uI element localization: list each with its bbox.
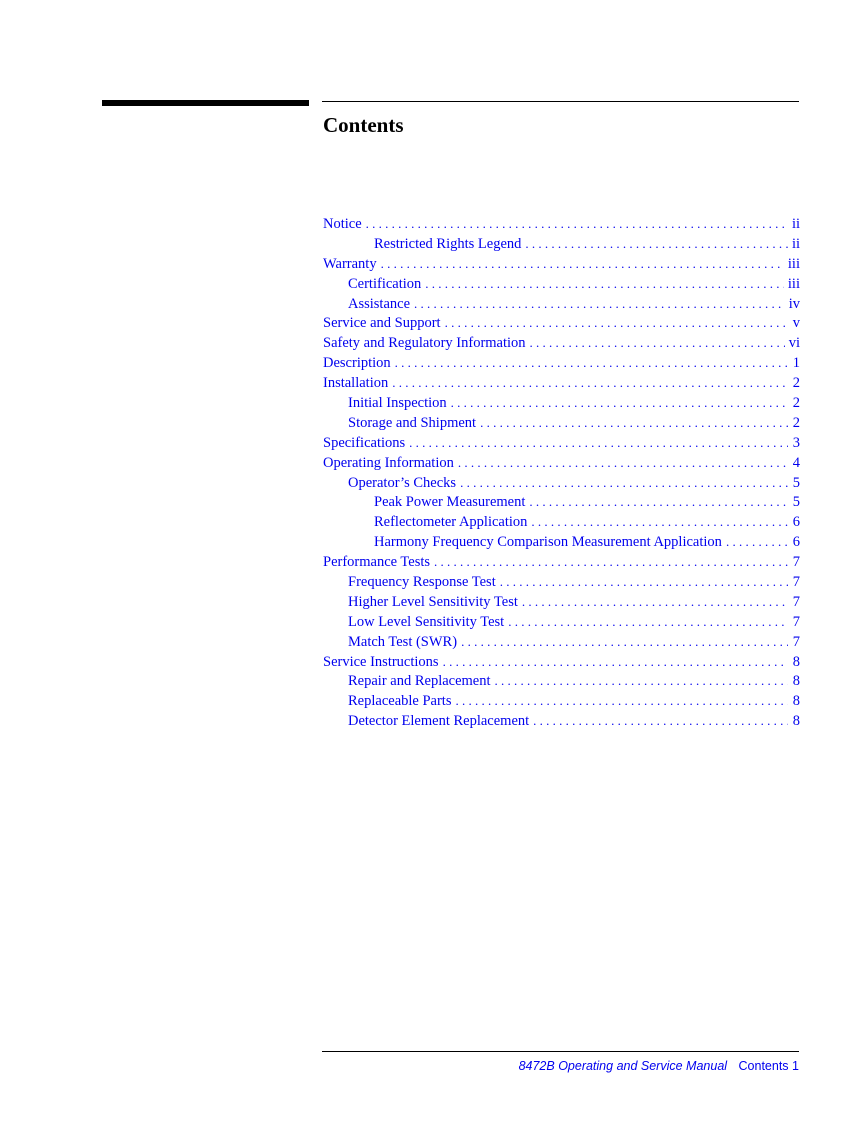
toc-entry-label[interactable]: Service and Support [323,315,441,332]
toc-dot-leader [531,512,788,532]
toc-dot-leader [451,393,788,413]
toc-entry[interactable] [323,433,800,453]
toc-entry[interactable] [323,393,800,413]
toc-dot-leader [508,612,788,632]
toc-dot-leader [461,632,788,652]
toc-dot-leader [529,492,788,512]
toc-entry-page[interactable]: 5 [792,494,800,511]
toc-entry[interactable] [323,652,800,672]
toc-entry-page[interactable]: 1 [792,355,800,372]
toc-dot-leader [480,413,788,433]
toc-entry-label[interactable]: Installation [323,375,389,392]
toc-entry-page[interactable]: 8 [792,693,800,710]
toc-entry-label[interactable]: Higher Level Sensitivity Test [348,593,518,610]
toc-entry-label[interactable]: Storage and Shipment [348,414,477,431]
toc-entry-page[interactable]: vi [788,335,800,352]
toc-entry-page[interactable]: v [792,315,800,332]
toc-entry-label[interactable]: Warranty [323,255,377,272]
toc-entry-label[interactable]: Operating Information [323,454,454,471]
toc-entry-label[interactable]: Description [323,355,391,372]
toc-entry-label[interactable]: Peak Power Measurement [374,494,526,511]
footer-rule [322,1051,799,1052]
toc-dot-leader [445,313,788,333]
toc-entry-page[interactable]: iii [787,255,800,272]
toc-entry[interactable] [323,453,800,473]
toc-entry[interactable] [323,413,800,433]
toc-entry-label[interactable]: Performance Tests [323,554,431,571]
toc-entry[interactable] [323,373,800,393]
toc-entry[interactable] [323,353,800,373]
toc-entry[interactable] [323,333,800,353]
toc-entry[interactable] [323,612,800,632]
table-of-contents [323,214,800,731]
toc-entry-label[interactable]: Initial Inspection [348,395,447,412]
toc-entry-page[interactable]: ii [791,216,800,232]
toc-dot-leader [500,572,788,592]
toc-dot-leader [381,254,784,274]
toc-entry[interactable] [323,592,800,612]
toc-entry-page[interactable]: 8 [792,673,800,690]
toc-entry[interactable] [323,492,800,512]
toc-entry[interactable] [323,512,800,532]
page-title: Contents [323,113,404,137]
toc-entry-label[interactable]: Certification [348,275,422,292]
toc-entry-page[interactable]: 2 [792,395,800,412]
toc-entry-label[interactable]: Detector Element Replacement [348,713,530,730]
toc-entry-label[interactable]: Restricted Rights Legend [374,235,522,252]
toc-entry[interactable] [323,711,800,731]
toc-entry-page[interactable]: iv [788,295,800,312]
toc-entry[interactable] [323,214,800,234]
header-rule-thick [102,100,309,106]
toc-entry[interactable] [323,532,800,552]
toc-dot-leader [392,373,788,393]
toc-entry-page[interactable]: 6 [792,514,800,531]
toc-dot-leader [434,552,788,572]
toc-entry-label[interactable]: Service Instructions [323,653,439,670]
footer-manual-title: 8472B Operating and Service Manual [518,1059,728,1073]
toc-dot-leader [455,691,788,711]
toc-entry-label[interactable]: Specifications [323,434,406,451]
toc-entry-page[interactable]: 2 [792,375,800,392]
toc-entry[interactable] [323,313,800,333]
toc-entry-label[interactable]: Low Level Sensitivity Test [348,613,505,630]
toc-entry-page[interactable]: 8 [792,653,800,670]
toc-entry-page[interactable]: iii [787,275,800,292]
toc-dot-leader [495,671,788,691]
toc-entry[interactable] [323,274,800,294]
toc-entry[interactable] [323,671,800,691]
toc-entry[interactable] [323,632,800,652]
toc-dot-leader [530,333,785,353]
toc-entry-page[interactable]: 3 [792,434,800,451]
toc-entry-label[interactable]: Reflectometer Application [374,514,528,531]
toc-entry[interactable] [323,572,800,592]
page-footer [519,1059,799,1073]
toc-dot-leader [522,592,788,612]
toc-entry[interactable] [323,473,800,493]
toc-dot-leader [460,473,788,493]
toc-dot-leader [443,652,788,672]
toc-entry-page[interactable]: 4 [792,454,800,471]
toc-entry-page[interactable]: 8 [792,713,800,730]
toc-entry-label[interactable]: Match Test (SWR) [348,633,458,650]
toc-entry-page[interactable]: 6 [792,534,800,551]
toc-dot-leader [525,234,788,254]
toc-dot-leader [425,274,784,294]
toc-dot-leader [409,433,788,453]
toc-dot-leader [395,353,788,373]
toc-entry-page[interactable]: 7 [792,633,800,650]
toc-entry[interactable] [323,294,800,314]
toc-dot-leader [414,294,785,314]
toc-entry-page[interactable]: 7 [792,574,800,591]
toc-dot-leader [533,711,788,731]
toc-entry-label[interactable]: Frequency Response Test [348,574,496,591]
toc-entry-label[interactable]: Assistance [348,295,411,312]
toc-entry-label[interactable]: Operator’s Checks [348,474,457,491]
footer-page-number: Contents 1 [738,1059,799,1073]
toc-entry-page[interactable]: 7 [792,613,800,630]
toc-entry-label[interactable]: Replaceable Parts [348,693,452,710]
toc-entry-label[interactable]: Harmony Frequency Comparison Measurement Application [374,534,722,551]
toc-dot-leader [726,532,788,552]
header-rule-thin [322,101,799,102]
toc-entry-page[interactable]: 2 [792,414,800,431]
toc-entry[interactable] [323,254,800,274]
toc-entry-label[interactable]: Notice [323,216,362,232]
toc-entry-label[interactable]: Repair and Replacement [348,673,491,690]
toc-entry-page[interactable]: 5 [792,474,800,491]
toc-entry-page[interactable]: 7 [792,554,800,571]
toc-dot-leader [366,214,788,234]
toc-entry[interactable] [323,552,800,572]
toc-dot-leader [458,453,788,473]
toc-entry[interactable] [323,691,800,711]
toc-entry-label[interactable]: Safety and Regulatory Information [323,335,526,352]
toc-entry[interactable] [323,234,800,254]
toc-entry-page[interactable]: 7 [792,593,800,610]
toc-entry-page[interactable]: ii [791,235,800,252]
